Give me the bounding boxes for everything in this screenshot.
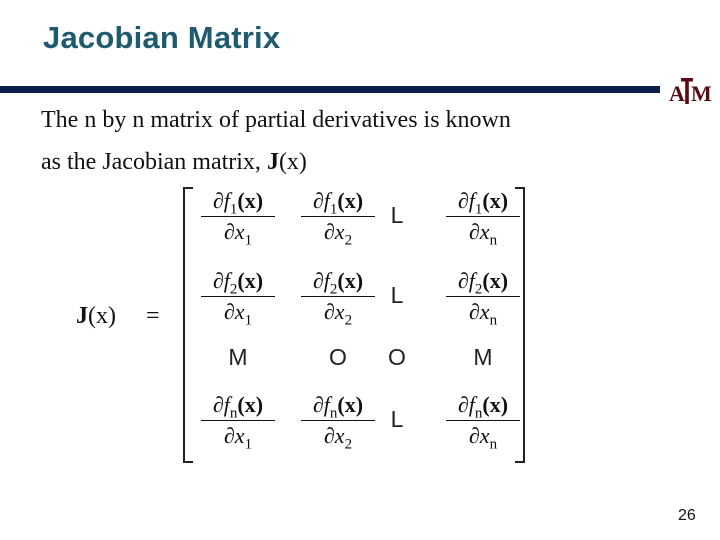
denominator-subscript: 1 <box>244 436 253 453</box>
entry-numerator <box>195 268 281 298</box>
university-logo-icon <box>668 74 712 108</box>
numerator-function: ∂f <box>312 188 330 213</box>
body-line-2: as the Jacobian matrix, J(x) <box>41 149 307 175</box>
numerator-subscript: 2 <box>329 281 338 298</box>
numerator-argument: (x) <box>237 268 264 293</box>
numerator-argument: (x) <box>337 188 364 213</box>
numerator-argument: (x) <box>482 392 509 417</box>
entry-numerator <box>195 392 281 422</box>
denominator-variable: ∂x <box>223 219 245 244</box>
numerator-subscript: n <box>329 405 338 422</box>
matrix-ellipsis: M <box>473 344 493 370</box>
matrix-ellipsis: L <box>390 202 404 228</box>
numerator-function: ∂f <box>312 268 330 293</box>
partial-derivative-entry <box>195 188 281 249</box>
numerator-function: ∂f <box>457 188 475 213</box>
fraction-bar <box>201 420 275 421</box>
entry-numerator <box>195 188 281 218</box>
matrix-ellipsis: O <box>329 344 347 370</box>
numerator-subscript: n <box>229 405 238 422</box>
fraction-bar <box>446 216 520 217</box>
numerator-argument: (x) <box>237 392 264 417</box>
matrix-ellipsis: L <box>390 406 404 432</box>
partial-derivative-entry <box>195 392 281 453</box>
matrix-ellipsis: L <box>390 282 404 308</box>
entry-denominator <box>195 219 281 249</box>
denominator-subscript: 1 <box>244 232 253 249</box>
denominator-subscript: 1 <box>244 312 253 329</box>
denominator-subscript: 2 <box>344 232 353 249</box>
svg-text:A: A <box>669 81 685 106</box>
partial-derivative-entry <box>440 268 526 329</box>
denominator-variable: ∂x <box>223 299 245 324</box>
numerator-function: ∂f <box>212 392 230 417</box>
entry-denominator <box>195 423 281 453</box>
denominator-variable: ∂x <box>323 299 345 324</box>
matrix-left-bracket <box>183 187 193 463</box>
fraction-bar <box>301 420 375 421</box>
slide-title: Jacobian Matrix <box>43 20 281 55</box>
matrix-ellipsis: M <box>228 344 248 370</box>
entry-denominator <box>440 219 526 249</box>
numerator-argument: (x) <box>237 188 264 213</box>
denominator-variable: ∂x <box>323 423 345 448</box>
denominator-variable: ∂x <box>223 423 245 448</box>
equals-sign: = <box>146 303 160 329</box>
body-text <box>41 99 641 183</box>
partial-derivative-entry <box>440 392 526 453</box>
partial-derivative-entry <box>440 188 526 249</box>
matrix-ellipsis: O <box>388 344 406 370</box>
denominator-subscript: 2 <box>344 312 353 329</box>
numerator-subscript: 1 <box>474 201 483 218</box>
svg-text:M: M <box>691 81 712 106</box>
fraction-bar <box>446 296 520 297</box>
entry-numerator <box>440 392 526 422</box>
numerator-function: ∂f <box>457 392 475 417</box>
partial-derivative-entry <box>195 268 281 329</box>
fraction-bar <box>301 296 375 297</box>
entry-denominator <box>440 299 526 329</box>
numerator-function: ∂f <box>212 188 230 213</box>
denominator-variable: ∂x <box>468 423 490 448</box>
page-number: 26 <box>678 507 696 524</box>
numerator-subscript: n <box>474 405 483 422</box>
numerator-subscript: 1 <box>229 201 238 218</box>
denominator-subscript: n <box>489 436 498 453</box>
denominator-variable: ∂x <box>468 219 490 244</box>
denominator-variable: ∂x <box>468 299 490 324</box>
numerator-function: ∂f <box>457 268 475 293</box>
numerator-function: ∂f <box>312 392 330 417</box>
entry-denominator <box>195 299 281 329</box>
fraction-bar <box>301 216 375 217</box>
entry-denominator <box>440 423 526 453</box>
numerator-subscript: 2 <box>474 281 483 298</box>
title-divider <box>0 86 660 93</box>
fraction-bar <box>201 296 275 297</box>
numerator-argument: (x) <box>337 268 364 293</box>
entry-numerator <box>440 188 526 218</box>
numerator-argument: (x) <box>337 392 364 417</box>
fraction-bar <box>201 216 275 217</box>
numerator-argument: (x) <box>482 268 509 293</box>
denominator-subscript: n <box>489 232 498 249</box>
numerator-argument: (x) <box>482 188 509 213</box>
denominator-subscript: n <box>489 312 498 329</box>
numerator-subscript: 1 <box>329 201 338 218</box>
fraction-bar <box>446 420 520 421</box>
denominator-variable: ∂x <box>323 219 345 244</box>
denominator-subscript: 2 <box>344 436 353 453</box>
entry-numerator <box>440 268 526 298</box>
equation-lhs: J(x) <box>76 303 116 329</box>
numerator-subscript: 2 <box>229 281 238 298</box>
body-line-1: The n by n matrix of partial derivatives is known <box>41 107 511 133</box>
numerator-function: ∂f <box>212 268 230 293</box>
